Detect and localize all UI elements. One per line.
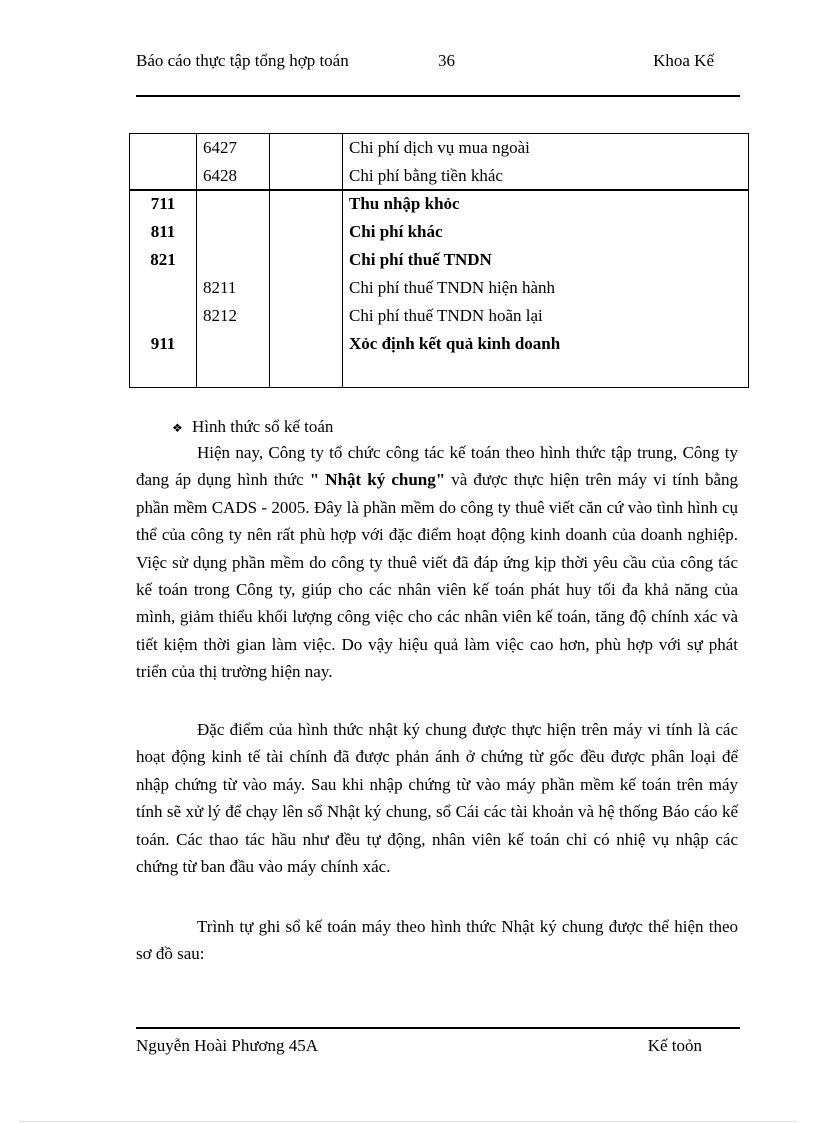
section-bullet xyxy=(172,416,333,439)
account-name: Chi phí bằng tiền khác xyxy=(349,166,503,185)
account-name: Chi phí dịch vụ mua ngoài xyxy=(349,138,530,157)
table-row xyxy=(130,330,748,358)
account-name: Chi phí thuế TNDN xyxy=(349,250,492,269)
table-row xyxy=(130,218,748,246)
account-name: Chi phí thuế TNDN hoãn lại xyxy=(349,306,543,325)
header-department: Khoa Kế xyxy=(653,51,714,70)
header-page-number: 36 xyxy=(438,51,455,70)
table-row xyxy=(130,134,748,162)
table-row xyxy=(130,162,748,190)
table-row xyxy=(130,190,748,218)
paragraph-3: Trình tự ghi sổ kế toán máy theo hình thức Nhật ký chung được thể hiện theo sơ đồ sau: xyxy=(136,917,738,964)
sub-account-code: 8211 xyxy=(203,278,237,297)
account-name: Thu nhập khỏc xyxy=(349,194,460,213)
account-name: Xỏc định kết quả kinh doanh xyxy=(349,334,561,353)
footer-department: Kế toỏn xyxy=(647,1036,702,1055)
account-code: 821 xyxy=(150,250,176,269)
paragraph-1: Hiện nay, Công ty tổ chức công tác kế toán theo hình thức tập trung, Công ty đang áp dụng hình thức " Nhật ký chung" và được thực hiện trên máy vi tính bằng phần mềm CADS - 2005. Đây là phần mềm do công ty thuê viết căn cứ vào tình hình cụ thể của công ty nên rất phù hợp với đặc điểm hoạt động kinh doanh của doanh nghiệp. Việc sử dụng phần mềm do công ty thuê viết đã đáp ứng kịp thời yêu cầu của công tác kế toán trong Công ty, giúp cho các nhân viên kế toán phát huy tối đa khả năng của mình, giảm thiểu khối lượng công việc cho các nhân viên kế toán, tăng độ chính xác và tiết kiệm thời gian làm việc. Do vậy hiệu quả làm việc cao hơn, phù hợp với sự phát triển của thị trường hiện nay. xyxy=(136,443,738,682)
table-row xyxy=(130,302,748,330)
header-report-title: Báo cáo thực tập tổng hợp toán xyxy=(136,51,349,70)
account-name: Chi phí thuế TNDN hiện hành xyxy=(349,278,556,297)
section-title: Hình thức sổ kế toán xyxy=(192,417,334,436)
paragraph-2: Đặc điểm của hình thức nhật ký chung được thực hiện trên máy vi tính là các hoạt động kinh tế tài chính đã được phản ánh ở chứng từ gốc đều được phân loại để nhập chứng từ vào máy. Sau khi nhập chứng từ vào máy phần mềm kế toán trên máy tính sẽ xử lý để chạy lên sổ Nhật ký chung, sổ Cái các tài khoản và hệ thống Báo cáo kế toán. Các thao tác hầu như đều tự động, nhân viên kế toán chỉ có nhiệ vụ nhập các chứng từ ban đầu vào máy chính xác. xyxy=(136,720,738,877)
account-name: Chi phí khác xyxy=(349,222,443,241)
table-row xyxy=(130,246,748,274)
sub-account-code: 6427 xyxy=(203,138,237,157)
table-row xyxy=(130,274,748,302)
account-table xyxy=(129,133,749,388)
diamond-bullet-icon: ❖ xyxy=(172,421,183,435)
bottom-divider xyxy=(20,1121,796,1122)
account-code: 711 xyxy=(150,194,176,213)
account-code: 811 xyxy=(150,222,176,241)
bold-term: " Nhật ký chung" xyxy=(309,470,446,490)
footer-author: Nguyễn Hoài Phương 45A xyxy=(136,1036,319,1055)
account-code: 911 xyxy=(150,334,176,353)
page-header xyxy=(136,50,740,97)
page-footer xyxy=(136,1027,740,1055)
sub-account-code: 6428 xyxy=(203,166,237,185)
sub-account-code: 8212 xyxy=(203,306,237,325)
